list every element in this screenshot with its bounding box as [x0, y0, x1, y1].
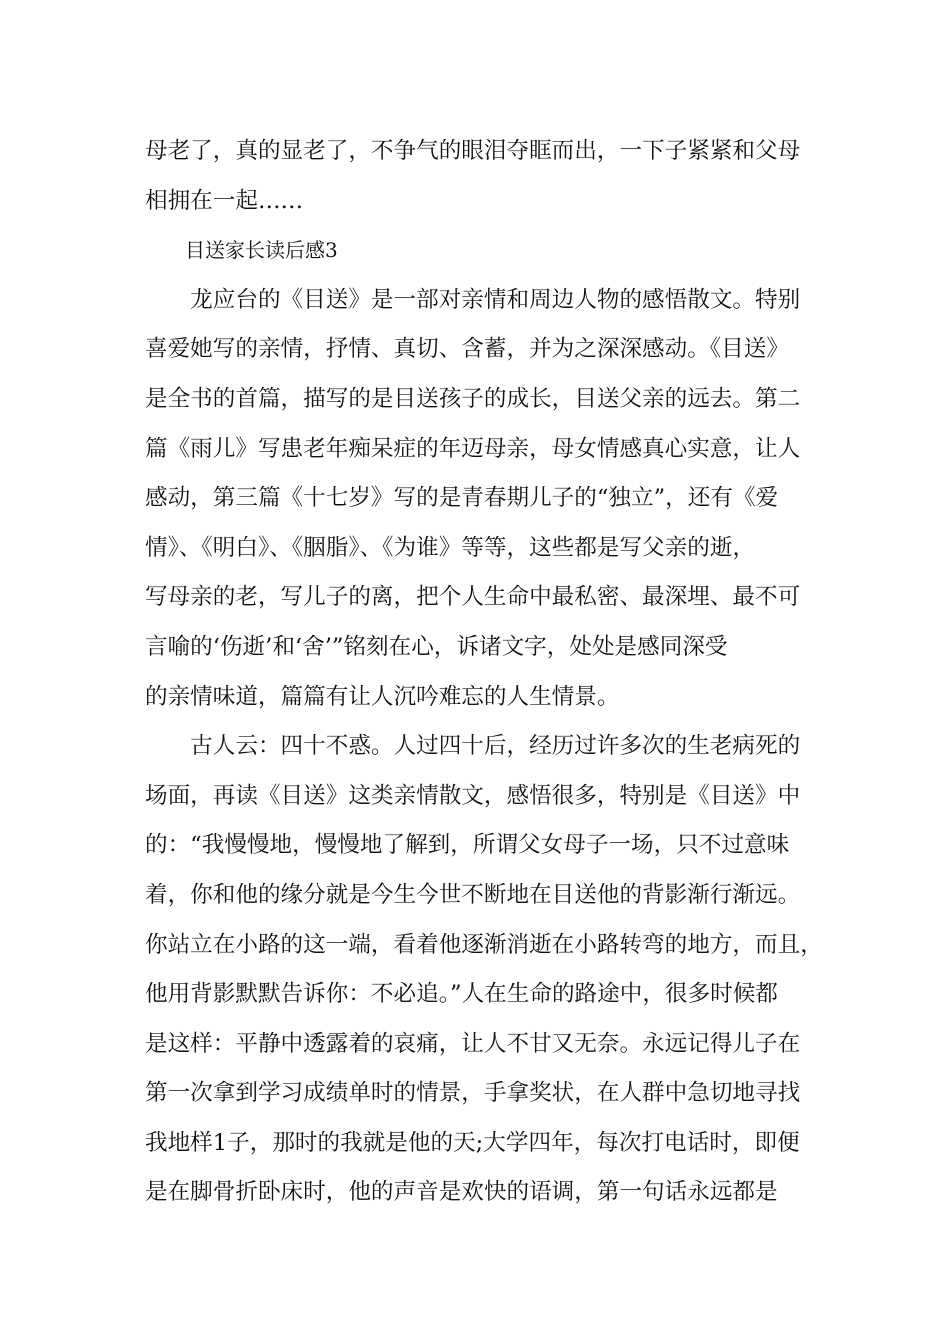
paragraph-intro: 龙应台的《目送》是一部对亲情和周边人物的感悟散文。特别 喜爱她写的亲情，抒情、真切、含蓄，并为之深深感动。《目送》 是全书的首篇，描写的是目送孩子的成长，目送父亲的远去。第二 篇《雨儿》写患老年痴呆症的年迈母亲，母女情感真心实意，让人 感动，第三篇《十七岁》写的是青春期儿子的“独立”，还有《爱 情》、《明白》、《胭脂》、《为谁》等等，这些都是写父亲的逝， 写母亲的老，写儿子的离，把个人生命中最私密、最深埋、最不可 言喻的‘伤逝’和‘舍’”铭刻在心，诉诸文字，处处是感同深受 的亲情味道，篇篇有让人沉吟难忘的人生情景。 [145, 286, 801, 710]
document-body [145, 127, 825, 1218]
paragraph-continuation: 母老了，真的显老了，不争气的眼泪夺眶而出，一下子紧紧和父母 相拥在一起…… [145, 138, 801, 214]
paragraph-reflection: 古人云：四十不惑。人过四十后，经历过许多次的生老病死的 场面，再读《目送》这类亲情散文，感悟很多，特别是《目送》中 的：“我慢慢地，慢慢地了解到，所谓父女母子一场，只不过意味 着，你和他的缘分就是今生今世不断地在目送他的背影渐行渐远。 你站立在小路的这一端，看着他逐渐消逝在小路转弯的地方，而且， 他用背影默默告诉你：不必追。”人在生命的路途中，很多时候都 是这样：平静中透露着的哀痛，让人不甘又无奈。永远记得儿子在 第一次拿到学习成绩单时的情景，手拿奖状，在人群中急切地寻找 我地样1子，那时的我就是他的天;大学四年，每次打电话时，即便 是在脚骨折卧床时，他的声音是欢快的语调，第一句话永远都是 [145, 733, 823, 1206]
section-heading: 目送家长读后感3 [145, 238, 338, 263]
